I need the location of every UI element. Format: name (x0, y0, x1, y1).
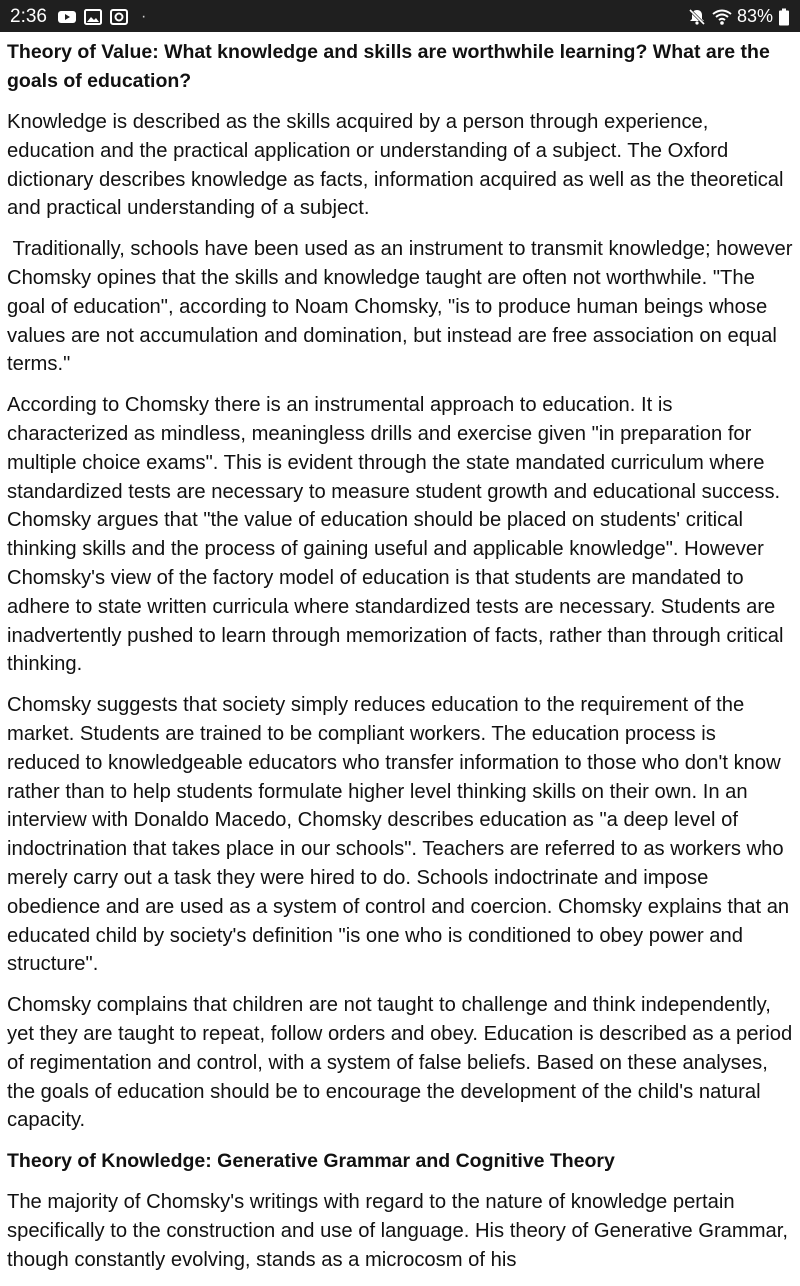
paragraph-generative-grammar: The majority of Chomsky's writings with regard to the nature of knowledge pertain specifically to the construction and use of language. His theory of Generative Grammar, though constantly evolving, stands as a microcosm of his (7, 1191, 788, 1271)
battery-percent: 83% (736, 6, 773, 26)
paragraph-knowledge-definition: Knowledge is described as the skills acquired by a person through experience, education and the practical application or understanding of a subject. The Oxford dictionary describes knowledge as facts, information acquired as well as the theoretical and practical understanding of a subject. (7, 111, 784, 220)
paragraph-regimentation: Chomsky complains that children are not taught to challenge and think independently, yet they are taught to repeat, follow orders and obey. Education is described as a period of regimentation and control, with a system of false beliefs. Based on these analyses, the goals of education should be to encourage the development of the child's natural capacity. (7, 994, 793, 1132)
status-left (10, 6, 146, 28)
section-heading-theory-of-knowledge: Theory of Knowledge: Generative Grammar and Cognitive Theory (7, 1150, 615, 1173)
battery-icon (778, 8, 790, 26)
section-heading-theory-of-value: Theory of Value: What knowledge and skills are worthwhile learning? What are the goals of education? (7, 41, 770, 92)
paragraph-market-requirement: Chomsky suggests that society simply reduces education to the requirement of the market. Students are trained to be compliant workers. The education process is reduced to knowledgeable educators who transfer information to those who don't know rather than to help students formulate higher level thinking skills on their own. In an interview with Donaldo Macedo, Chomsky describes education as "a deep level of indoctrination that takes place in our schools". Teachers are referred to as workers who merely carry out a task they were hired to do. Schools indoctrinate and impose obedience and are used as a system of control and coercion. Chomsky explains that an educated child by society's definition "is one who is conditioned to obey power and structure". (7, 694, 790, 976)
wifi-icon (712, 8, 732, 26)
status-right (687, 6, 790, 27)
mute-icon (687, 8, 707, 26)
paragraph-traditional-schools: Traditionally, schools have been used as an instrument to transmit knowledge; however Chomsky opines that the skills and knowledge taught are often not worthwhile. "The goal of education", according to Noam Chomsky, "is to produce human beings whose values are not accumulation and domination, but instead are free association on equal terms." (7, 238, 799, 376)
status-time: 2:36 (10, 6, 47, 27)
paragraph-instrumental-approach: According to Chomsky there is an instrumental approach to education. It is characterized as mindless, meaningless drills and exercise given "in preparation for multiple choice exams". This is evident through the state mandated curriculum where standardized tests are necessary to measure student growth and educational success. Chomsky argues that "the value of education should be placed on students' critical thinking skills and the process of gaining useful and applicable knowledge". However Chomsky's view of the factory model of education is that students are mandated to adhere to state written curricula where standardized tests are necessary. Students are inadvertently pushed to learn through memorization of facts, rather than through critical thinking. (7, 394, 784, 676)
status-bar (0, 0, 800, 32)
article-content (7, 32, 799, 1286)
notification-dot: · (140, 8, 147, 25)
youtube-icon (57, 8, 77, 26)
image-icon (83, 8, 103, 26)
screenshot-icon (109, 8, 129, 26)
